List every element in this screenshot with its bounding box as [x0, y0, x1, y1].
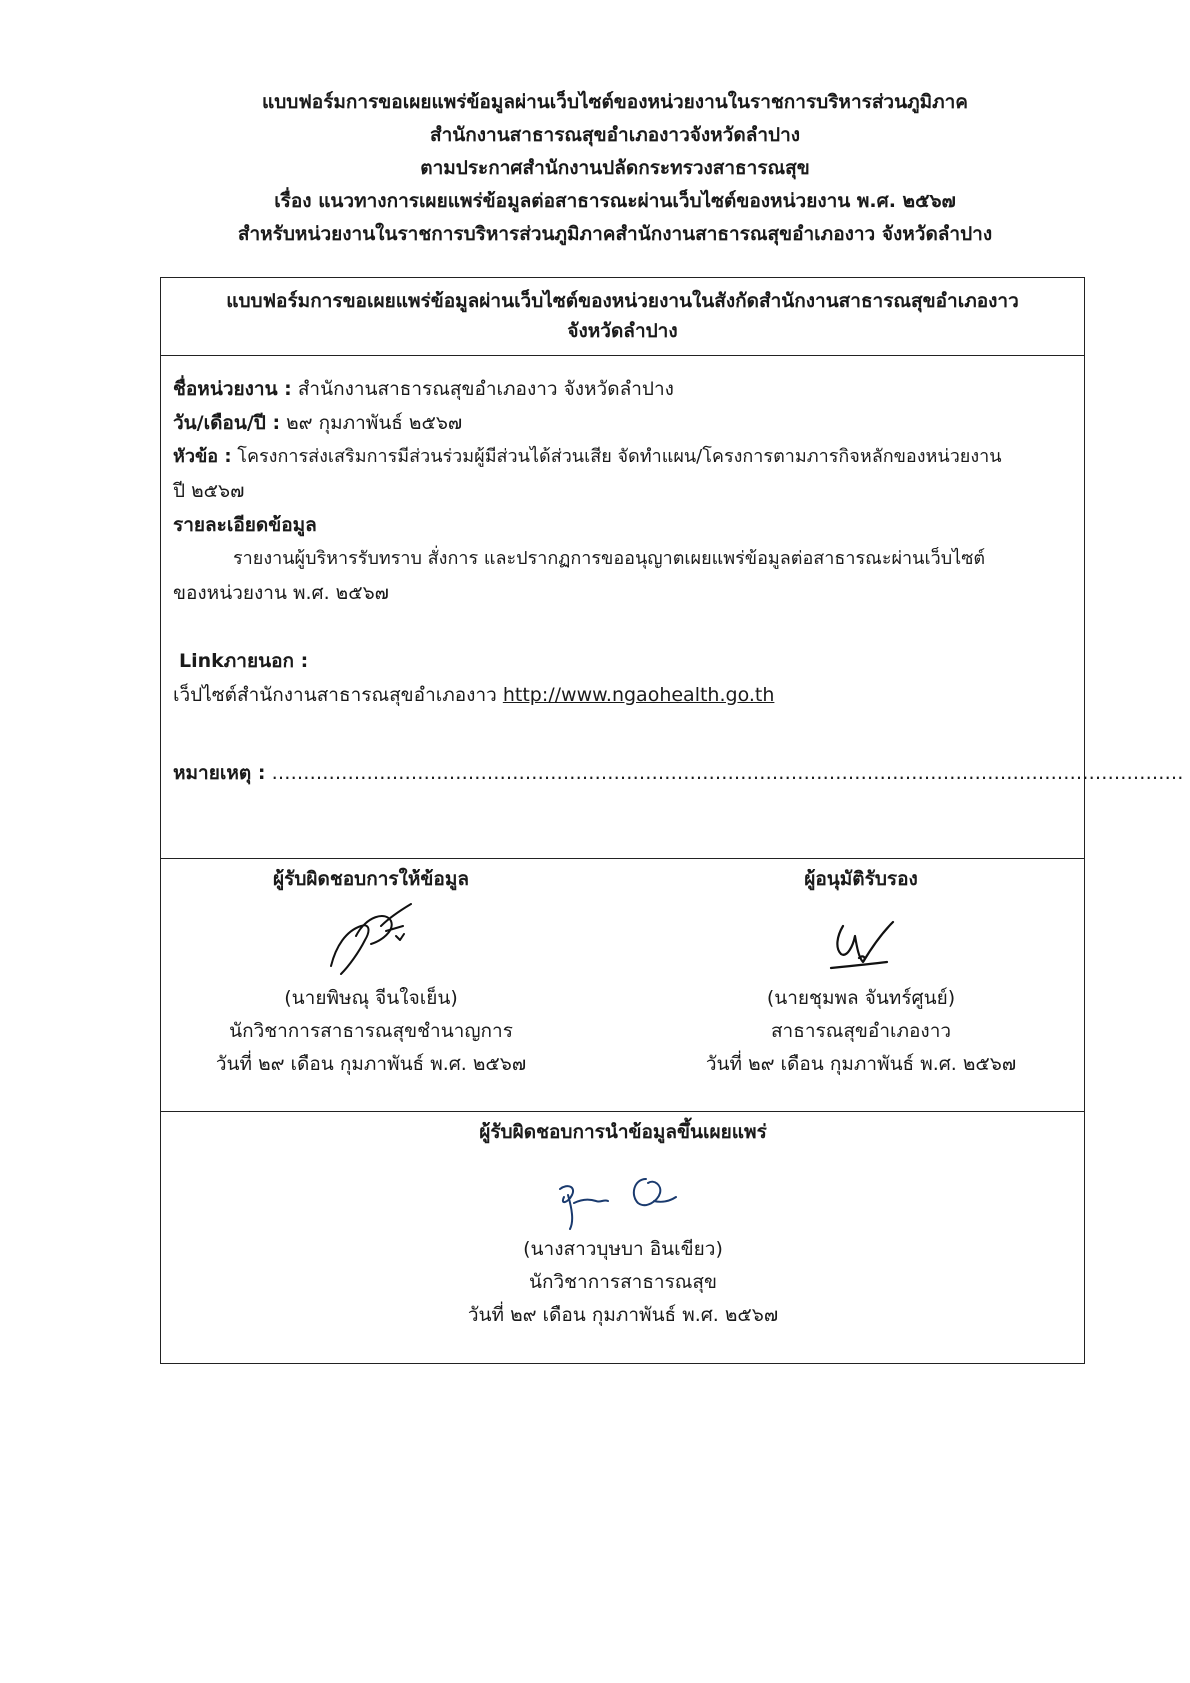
- request-form-table: [160, 277, 1184, 1364]
- agency-label: ชื่อหน่วยงาน :: [173, 378, 292, 400]
- form-title-line-1: แบบฟอร์มการขอเผยแพร่ข้อมูลผ่านเว็บไซต์ของหน่วยงานในสังกัดสำนักงานสาธารณสุขอำเภองาว: [226, 290, 1019, 312]
- publisher-title: ผู้รับผิดชอบการนำข้อมูลขึ้นเผยแพร่: [479, 1121, 767, 1143]
- provider-signature-image: [311, 896, 431, 986]
- form-details-row: [161, 356, 1184, 859]
- details-label: รายละเอียดข้อมูล: [173, 514, 317, 536]
- details-text-line-1: รายงานผู้บริหารรับทราบ สั่งการ และปรากฏการขออนุญาตเผยแพร่ข้อมูลต่อสาธารณะผ่านเว็บไซต์: [233, 548, 986, 569]
- approver-signature-image: [801, 896, 921, 986]
- header-line-2: สำนักงานสาธารณสุขอำเภองาวจังหวัดลำปาง: [429, 124, 801, 146]
- publisher-row: [161, 1112, 1084, 1365]
- details-text-line-2: ของหน่วยงาน พ.ศ. ๒๕๖๗: [173, 582, 389, 604]
- provider-date: วันที่ ๒๙ เดือน กุมภาพันธ์ พ.ศ. ๒๕๖๗: [215, 1053, 527, 1075]
- form-title-line-2: จังหวัดลำปาง: [567, 320, 678, 342]
- approver-title: ผู้อนุมัติรับรอง: [804, 868, 918, 890]
- provider-signature-block: [201, 863, 541, 1081]
- publisher-date: วันที่ ๒๙ เดือน กุมภาพันธ์ พ.ศ. ๒๕๖๗: [467, 1304, 779, 1326]
- remark-dots: ………………………………………………………………………………………………………………………………: [265, 762, 1184, 784]
- provider-name: (นายพิษณุ จีนใจเย็น): [284, 987, 458, 1009]
- website-link[interactable]: http://www.ngaohealth.go.th: [502, 684, 775, 706]
- agency-line: [173, 374, 674, 404]
- publisher-name: (นางสาวบุษบา อินเขียว): [523, 1238, 723, 1260]
- remark-line: [173, 758, 1183, 788]
- topic-continuation: ปี ๒๕๖๗: [173, 480, 245, 502]
- external-link-line: [173, 680, 774, 710]
- header-line-5: สำหรับหน่วยงานในราชการบริหารส่วนภูมิภาคสำนักงานสาธารณสุขอำเภองาว จังหวัดลำปาง: [237, 223, 993, 245]
- topic-line: [173, 442, 1002, 472]
- date-label: วัน/เดือน/ปี :: [173, 412, 281, 434]
- approver-signature-block: [681, 863, 1041, 1081]
- date-line: [173, 408, 462, 438]
- approver-position: สาธารณสุขอำเภองาว: [770, 1020, 952, 1042]
- form-title-row: [161, 278, 1084, 356]
- agency-value: สำนักงานสาธารณสุขอำเภองาว จังหวัดลำปาง: [291, 378, 674, 400]
- provider-position: นักวิชาการสาธารณสุขชำนาญการ: [229, 1020, 513, 1042]
- external-link-label: Linkภายนอก :: [179, 650, 309, 672]
- topic-label: หัวข้อ :: [173, 446, 232, 467]
- topic-value: โครงการส่งเสริมการมีส่วนร่วมผู้มีส่วนได้ส่วนเสีย จัดทำแผน/โครงการตามภารกิจหลักของหน่วยงาน: [231, 446, 1002, 467]
- header-line-4: เรื่อง แนวทางการเผยแพร่ข้อมูลต่อสาธารณะผ่านเว็บไซต์ของหน่วยงาน พ.ศ. ๒๕๖๗: [274, 190, 956, 212]
- remark-label: หมายเหตุ :: [173, 762, 266, 784]
- publisher-position: นักวิชาการสาธารณสุข: [528, 1271, 718, 1293]
- approver-date: วันที่ ๒๙ เดือน กุมภาพันธ์ พ.ศ. ๒๕๖๗: [705, 1053, 1017, 1075]
- approver-name: (นายชุมพล จันทร์ศูนย์): [766, 987, 956, 1009]
- publisher-signature-image: [538, 1149, 708, 1239]
- provider-title: ผู้รับผิดชอบการให้ข้อมูล: [273, 868, 469, 890]
- header-line-1: แบบฟอร์มการขอเผยแพร่ข้อมูลผ่านเว็บไซต์ของหน่วยงานในราชการบริหารส่วนภูมิภาค: [261, 91, 969, 113]
- date-value: ๒๙ กุมภาพันธ์ ๒๕๖๗: [280, 412, 463, 434]
- signature-row: [161, 859, 1084, 1112]
- header-line-3: ตามประกาศสำนักงานปลัดกระทรวงสาธารณสุข: [420, 157, 810, 179]
- document-header: [150, 86, 1080, 251]
- publisher-signature-block: [423, 1116, 823, 1332]
- website-label: เว็ปไซต์สำนักงานสาธารณสุขอำเภองาว: [173, 684, 503, 706]
